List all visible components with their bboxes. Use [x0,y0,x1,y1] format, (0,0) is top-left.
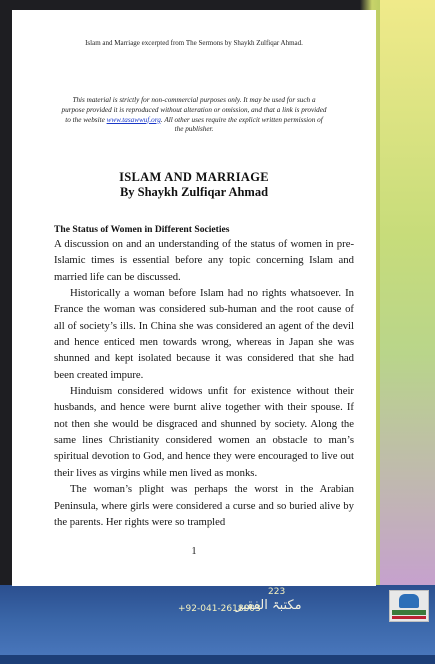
paragraph: Historically a woman before Islam had no rights whatsoever. In France the woman was considered sub-human and the root cause of all of society’s ills. In China she was considered an agent of the devil and hence enticed men towards wrong, whereas in Japan she was shunned and kept isolated because it was considered that she had been created impure. [54,287,354,381]
notice-text-post: . All other uses require the explicit written permission of the publisher. [160,115,323,134]
copyright-notice [60,96,328,135]
cover-phone: +92-041-2618003 [178,604,261,614]
notice-text-pre: This material is strictly for non-commercial purposes only. It may be used for such a purpose provided it is reproduced without alteration or omission, and that a link is provided to the website [61,96,327,124]
page-number: 1 [191,546,197,557]
website-link[interactable]: www.tasawwuf.org [106,115,161,124]
document-title: ISLAM AND MARRIAGE [119,170,269,184]
section-heading: The Status of Women in Different Societies [54,224,230,235]
page-shadow [12,10,376,586]
body-text [54,236,354,530]
paragraph: The woman’s plight was perhaps the worst in the Arabian Peninsula, where girls were considered a curse and so buried alive by the parents. Her rights were so trampled [54,483,354,528]
paragraph: Hinduism considered widows unfit for existence without their husbands, and hence were burnt alive together with their spouse. If not then she would be disgraced and shunned by society. Along the same lines Christianity considered women an obstacle to man’s spiritual devotion to God, and hence they were encouraged to live out their lives as virgins while men lived as monks. [54,385,354,479]
document-author: By Shaykh Zulfiqar Ahmad [119,185,269,199]
cover-bottom-band [0,585,435,664]
cover-side-strip [380,0,435,590]
running-head: Islam and Marriage excerpted from The Sermons by Shaykh Zulfiqar Ahmad. [85,39,303,47]
paragraph: A discussion on and an understanding of the status of women in pre-Islamic times is essential before any topic concerning Islam and married life can be discussed. [54,238,354,283]
document-page [12,10,376,586]
cover-address: 223 [268,587,286,597]
cover-publisher-urdu: مکتبۃ الفقیر [236,598,302,613]
cover-bottom-edge [0,655,435,664]
publisher-logo-icon [389,590,429,622]
